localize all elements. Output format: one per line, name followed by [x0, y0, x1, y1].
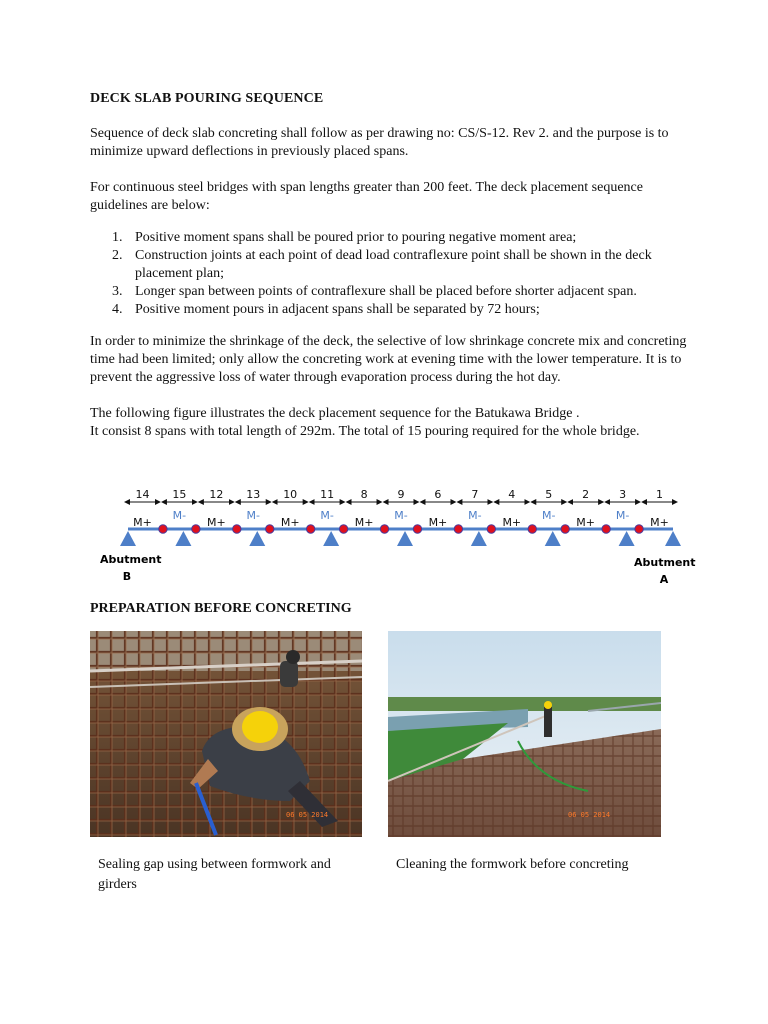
positive-moment-label: M+ — [502, 516, 522, 529]
negative-moment-label: M- — [541, 509, 556, 522]
construction-joint-dot — [528, 525, 536, 533]
construction-joint-dot — [561, 525, 569, 533]
support-triangle — [175, 531, 191, 546]
construction-joint-dot — [233, 525, 241, 533]
pour-number: 14 — [135, 488, 150, 501]
construction-joint-dot — [380, 525, 388, 533]
list-number: 2. — [112, 248, 123, 263]
photo-cleaning-formwork-image — [388, 631, 661, 837]
construction-joint-dot — [635, 525, 643, 533]
pour-number: 7 — [471, 488, 479, 501]
pour-number: 8 — [360, 488, 368, 501]
figure-intro-line: The following figure illustrates the deck placement sequence for the Batukawa Bridge . — [90, 406, 580, 421]
negative-moment-label: M- — [320, 509, 334, 522]
positive-moment-label: M+ — [206, 516, 226, 529]
pour-number: 2 — [582, 488, 590, 501]
abutment-b-label-line1: Abutment — [100, 553, 162, 566]
construction-joint-dot — [413, 525, 421, 533]
list-item — [90, 247, 690, 283]
list-item — [90, 283, 690, 301]
construction-joint-dot — [602, 525, 610, 533]
support-triangle — [397, 531, 413, 546]
positive-moment-label: M+ — [354, 516, 374, 529]
list-number: 1. — [112, 230, 123, 245]
pour-number: 15 — [172, 488, 187, 501]
construction-joint-dot — [487, 525, 495, 533]
negative-moment-label: M- — [246, 509, 261, 522]
guidelines-intro-paragraph: For continuous steel bridges with span lengths greater than 200 feet. The deck placement sequence guidelines are below: — [90, 180, 643, 213]
pour-number: 4 — [508, 488, 516, 501]
positive-moment-label: M+ — [280, 516, 300, 529]
positive-moment-label: M+ — [650, 516, 669, 529]
photo-cleaning-formwork — [388, 631, 661, 837]
page-title: DECK SLAB POURING SEQUENCE — [90, 91, 324, 106]
caption-sealing-gap: Sealing gap using between formwork and girders — [98, 857, 331, 892]
pour-number: 10 — [283, 488, 298, 501]
negative-moment-label: M- — [172, 509, 187, 522]
construction-joint-dot — [192, 525, 200, 533]
figure-detail-paragraph: It consist 8 spans with total length of 292m. The total of 15 pouring required for the whole bridge. — [90, 424, 640, 439]
list-item — [90, 301, 690, 319]
list-text: Positive moment spans shall be poured prior to pouring negative moment area; — [135, 230, 577, 245]
moment-labels — [133, 509, 669, 529]
pour-number: 6 — [434, 488, 442, 501]
support-triangle — [545, 531, 561, 546]
positive-moment-label: M+ — [428, 516, 448, 529]
support-triangle — [619, 531, 635, 546]
support-triangle — [249, 531, 265, 546]
support-triangle — [323, 531, 339, 546]
construction-joint-dot — [306, 525, 314, 533]
list-item — [90, 229, 690, 247]
construction-joint-dot — [159, 525, 167, 533]
list-number: 4. — [112, 302, 123, 317]
list-text: Construction joints at each point of dead load contraflexure point shall be shown in the deck placement plan; — [135, 248, 652, 281]
abutment-b-label-line2: B — [122, 570, 132, 583]
construction-joint-dot — [266, 525, 274, 533]
caption-cleaning-formwork: Cleaning the formwork before concreting — [396, 857, 629, 872]
negative-moment-label: M- — [468, 509, 482, 522]
abutment-a-label-line1: Abutment — [634, 556, 696, 569]
pour-number: 1 — [656, 488, 664, 501]
photo-date-stamp: 06 05 2014 — [568, 811, 611, 819]
support-triangle — [471, 531, 487, 546]
list-text: Longer span between points of contraflexure shall be placed before shorter adjacent span. — [135, 284, 637, 299]
support-triangle — [665, 531, 681, 546]
pour-number: 11 — [320, 488, 335, 501]
section-heading-preparation: PREPARATION BEFORE CONCRETING — [90, 601, 352, 616]
supports — [120, 531, 681, 546]
list-number: 3. — [112, 284, 123, 299]
construction-joint-dot — [339, 525, 347, 533]
pour-numbers — [135, 488, 663, 501]
photo-sealing-gap-image — [90, 631, 362, 837]
construction-joint-dot — [454, 525, 462, 533]
pour-number: 5 — [545, 488, 553, 501]
pour-number: 9 — [397, 488, 405, 501]
pour-number: 12 — [209, 488, 224, 501]
positive-moment-label: M+ — [576, 516, 596, 529]
negative-moment-label: M- — [615, 509, 630, 522]
positive-moment-label: M+ — [133, 516, 152, 529]
negative-moment-label: M- — [394, 509, 408, 522]
abutment-a-label-line2: A — [659, 573, 669, 586]
pouring-sequence-diagram — [90, 485, 710, 595]
support-triangle — [120, 531, 136, 546]
photo-sealing-gap — [90, 631, 362, 837]
guidelines-list — [90, 229, 690, 319]
pour-number: 13 — [246, 488, 261, 501]
photo-date-stamp: 06 05 2014 — [286, 811, 329, 819]
pouring-sequence-svg — [90, 485, 710, 595]
shrinkage-paragraph: In order to minimize the shrinkage of the deck, the selective of low shrinkage concrete mix and concreting time had been limited; only allow the concreting work at evening time with the lower temperature. It is to prevent the aggressive loss of water through evaporation process during the hot day. — [90, 334, 687, 385]
intro-paragraph: Sequence of deck slab concreting shall follow as per drawing no: CS/S-12. Rev 2. and the purpose is to minimize upward deflections in previously placed spans. — [90, 126, 669, 159]
list-text: Positive moment pours in adjacent spans shall be separated by 72 hours; — [135, 302, 540, 317]
pour-number: 3 — [619, 488, 627, 501]
